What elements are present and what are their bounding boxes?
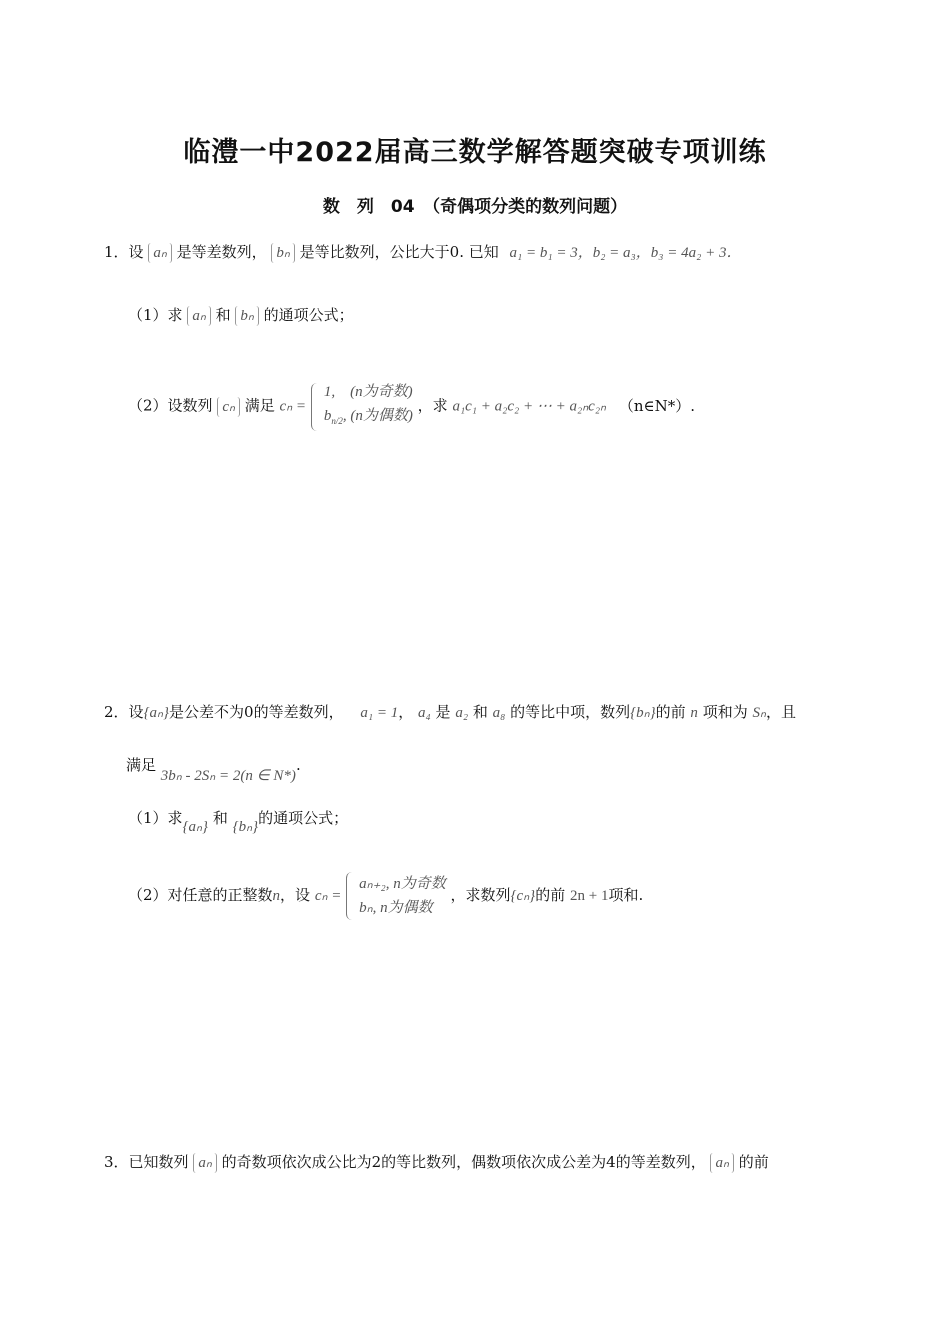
text: 和 <box>472 703 488 721</box>
part-label: （1）求 <box>128 306 183 324</box>
text: . <box>295 756 301 774</box>
text: 是公差不为0的等差数列， <box>169 703 344 721</box>
piecewise-definition <box>311 380 413 433</box>
question-number: 3． <box>104 1153 129 1171</box>
question-number: 1． <box>104 243 129 261</box>
seq-a: {aₙ} <box>182 819 209 835</box>
seq-a: aₙ <box>710 1153 733 1173</box>
question-1-part-2 <box>128 380 695 433</box>
n-var: n <box>272 888 281 904</box>
text: 满足 <box>244 396 275 415</box>
seq-c: cₙ <box>217 397 240 417</box>
a4: a₄ <box>418 705 431 721</box>
cn-equals: cₙ = <box>279 398 307 415</box>
seq-b: bₙ <box>271 243 294 263</box>
question-1-line-1 <box>104 242 741 263</box>
page-title: 临澧一中2022届高三数学解答题突破专项训练 <box>183 137 767 168</box>
text: 满足 <box>126 756 157 774</box>
question-2-line-1 <box>104 702 796 723</box>
case-even <box>324 404 413 433</box>
text: 的前 <box>535 886 566 904</box>
text: 设 <box>128 703 144 721</box>
seq-c: {cₙ} <box>510 888 536 904</box>
question-3-line-1 <box>104 1152 769 1173</box>
text: 的前 <box>655 703 686 721</box>
a2: a₂ <box>455 705 469 721</box>
seq-b: {bₙ} <box>232 819 259 835</box>
text: ，求 <box>417 396 448 415</box>
text: 的等比中项，数列 <box>510 703 631 721</box>
question-2-line-2 <box>126 755 301 784</box>
seq-a: aₙ <box>187 306 210 326</box>
case-odd: 1, (n为奇数) <box>323 384 413 400</box>
text: 的奇数项依次成公比为2的等比数列，偶数项依次成公差为4的等差数列， <box>221 1153 706 1171</box>
text: 已知数列 <box>128 1153 189 1171</box>
text: 设 <box>128 243 144 261</box>
question-2-part-2 <box>128 872 643 920</box>
text: ， <box>398 703 414 721</box>
seq-b: bₙ <box>235 306 258 326</box>
relation-equation: 3bₙ - 2Sₙ = 2(n ∈ N*) <box>160 768 296 784</box>
part-label: （1）求 <box>128 809 183 827</box>
text: ，求数列 <box>450 886 511 904</box>
text: 项和为 <box>702 703 748 721</box>
sn: Sₙ <box>752 705 766 721</box>
page-subtitle: 数 列 04 （奇偶项分类的数列问题） <box>322 197 628 217</box>
left-brace <box>346 872 355 920</box>
b-symbol: b <box>323 408 332 424</box>
subscript: n/2 <box>331 416 343 426</box>
case-even: bₙ, n为偶数 <box>359 900 433 916</box>
seq-b: {bₙ} <box>630 705 656 721</box>
question-1-part-1 <box>128 305 354 326</box>
seq-a: aₙ <box>193 1153 216 1173</box>
text: ，且 <box>765 703 796 721</box>
text: 的前 <box>738 1153 769 1171</box>
a1-value: a₁ = 1 <box>360 705 399 721</box>
question-number: 2． <box>104 703 129 721</box>
question-2-part-1 <box>128 808 349 835</box>
left-brace <box>311 383 320 431</box>
text: 的通项公式； <box>263 306 354 324</box>
text: 是等差数列， <box>176 243 267 261</box>
given-conditions: a₁ = b₁ = 3，b₂ = a₃，b₃ = 4a₂ + 3． <box>509 245 742 261</box>
part-label: （2）设数列 <box>128 396 213 415</box>
sum-expression: a₁c₁ + a₂c₂ + ⋯ + a₂ₙc₂ₙ <box>452 398 607 415</box>
part-label: （2）对任意的正整数 <box>128 886 273 904</box>
text: 是 <box>435 703 451 721</box>
cn-equals: cₙ = <box>314 888 342 904</box>
case-odd: aₙ₊₂, n为奇数 <box>359 876 446 892</box>
case-even-cond: , (n为偶数) <box>342 408 413 424</box>
piecewise-definition <box>346 872 446 920</box>
text: 是等比数列，公比大于0. 已知 <box>299 243 499 261</box>
seq-a: {aₙ} <box>143 705 170 721</box>
text: 项和. <box>608 886 644 904</box>
text: 的通项公式； <box>258 809 349 827</box>
domain: （n∈N*）. <box>618 396 695 415</box>
text: 和 <box>215 306 231 324</box>
text: ，设 <box>280 886 311 904</box>
a8: a₈ <box>492 705 506 721</box>
seq-a: aₙ <box>148 243 171 263</box>
text: 和 <box>212 809 228 827</box>
n-var: n <box>690 705 698 721</box>
term-count: 2n + 1 <box>569 888 609 904</box>
